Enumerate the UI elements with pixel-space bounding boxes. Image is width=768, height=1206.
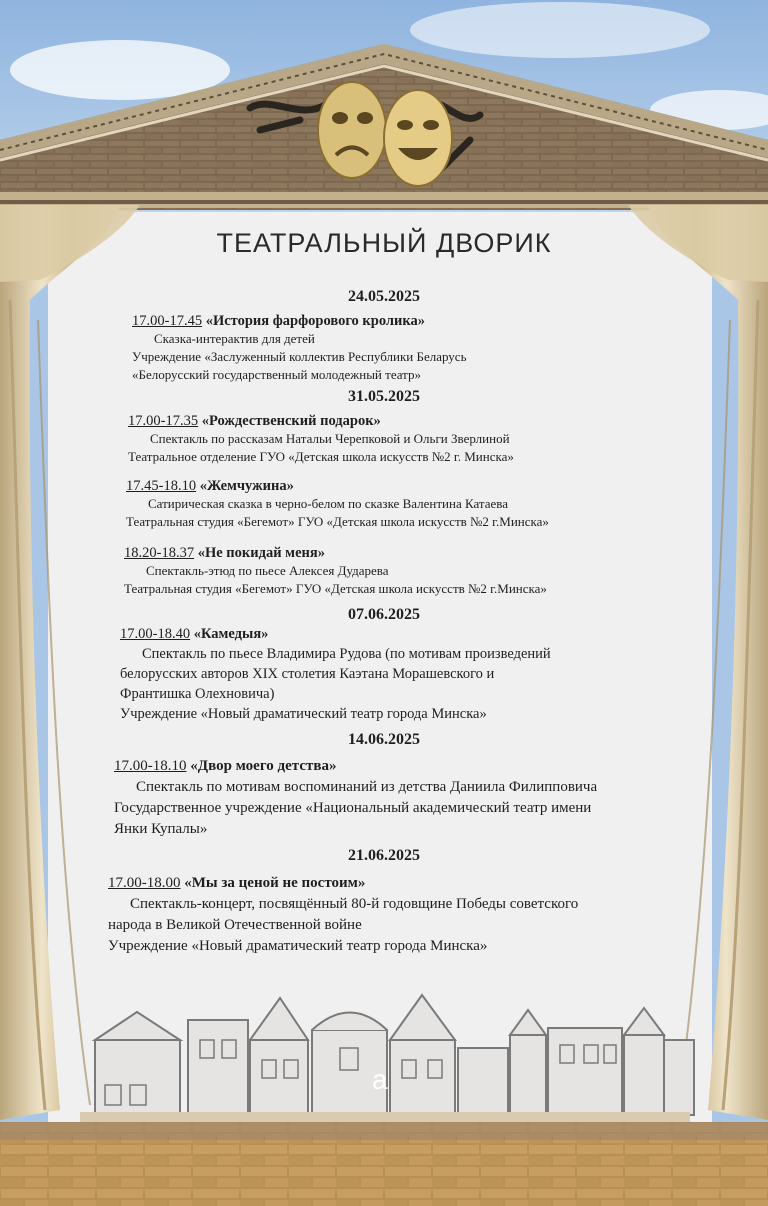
poster-title: ТЕАТРАЛЬНЫЙ ДВОРИК bbox=[216, 228, 552, 258]
event-description: Спектакль по мотивам воспоминаний из детства Даниила Филипповича bbox=[136, 779, 598, 795]
event-title: «Камедыя» bbox=[193, 626, 269, 642]
event-time: 17.00-18.10 bbox=[114, 758, 187, 774]
event-description: Сказка-интерактив для детей bbox=[154, 331, 315, 346]
event-time: 18.20-18.37 bbox=[124, 545, 195, 561]
event-block bbox=[114, 756, 597, 840]
event-description: Спектакль по рассказам Натальи Черепковой и Ольги Зверлиной bbox=[150, 431, 510, 446]
event-time: 17.45-18.10 bbox=[126, 478, 197, 494]
event-description: народа в Великой Отечественной войне bbox=[108, 917, 362, 933]
event-time: 17.00-18.40 bbox=[120, 626, 191, 642]
overlay-letter: a bbox=[372, 1064, 388, 1095]
event-title: «Мы за ценой не постоим» bbox=[184, 875, 366, 891]
event-block bbox=[124, 544, 547, 598]
event-organizer: Учреждение «Новый драматический театр города Минска» bbox=[120, 706, 487, 722]
event-description: Спектакль-этюд по пьесе Алексея Дударева bbox=[146, 563, 389, 578]
date-heading: 24.05.2025 bbox=[348, 288, 420, 305]
event-organizer: Государственное учреждение «Национальный академический театр имени bbox=[114, 800, 592, 816]
date-heading: 31.05.2025 bbox=[348, 388, 420, 405]
event-block bbox=[126, 477, 549, 531]
event-title: «Не покидай меня» bbox=[197, 545, 325, 561]
date-heading: 21.06.2025 bbox=[348, 847, 420, 864]
event-title: «Жемчужина» bbox=[199, 478, 294, 494]
event-description: белорусских авторов XIX столетия Каэтана Морашевского и bbox=[120, 666, 495, 682]
event-description: Франтишка Олехновича) bbox=[120, 686, 275, 702]
event-organizer: Театральная студия «Бегемот» ГУО «Детская школа искусств №2 г.Минска» bbox=[124, 581, 547, 596]
event-title: «Рождественский подарок» bbox=[201, 413, 381, 429]
event-organizer: Учреждение «Заслуженный коллектив Республики Беларусь bbox=[132, 349, 467, 364]
event-organizer: Янки Купалы» bbox=[114, 821, 208, 837]
event-time: 17.00-17.45 bbox=[132, 313, 203, 329]
event-block bbox=[120, 624, 551, 724]
event-description: Спектакль по пьесе Владимира Рудова (по мотивам произведений bbox=[142, 646, 551, 662]
event-block bbox=[108, 873, 578, 957]
event-organizer: Учреждение «Новый драматический театр города Минска» bbox=[108, 938, 488, 954]
event-title: «Двор моего детства» bbox=[190, 758, 337, 774]
date-heading: 14.06.2025 bbox=[348, 731, 420, 748]
event-title: «История фарфорового кролика» bbox=[205, 313, 426, 329]
event-time: 17.00-18.00 bbox=[108, 875, 181, 891]
event-organizer: Театральная студия «Бегемот» ГУО «Детская школа искусств №2 г.Минска» bbox=[126, 514, 549, 529]
date-heading: 07.06.2025 bbox=[348, 606, 420, 623]
event-time: 17.00-17.35 bbox=[128, 413, 199, 429]
event-description: Сатирическая сказка в черно-белом по сказке Валентина Катаева bbox=[148, 496, 509, 511]
event-block bbox=[132, 312, 467, 384]
event-description: Спектакль-концерт, посвящённый 80-й годовщине Победы советского bbox=[130, 896, 579, 912]
event-block bbox=[128, 412, 514, 466]
event-organizer: «Белорусский государственный молодежный театр» bbox=[132, 367, 422, 382]
event-organizer: Театральное отделение ГУО «Детская школа искусств №2 г. Минска» bbox=[128, 449, 514, 464]
